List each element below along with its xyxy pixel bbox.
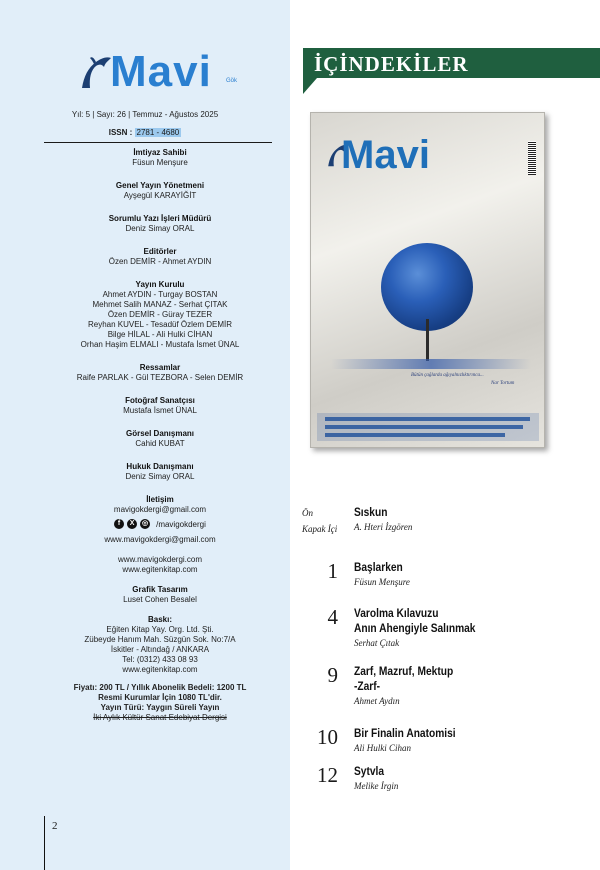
toc-entry-author: Füsun Menşure	[354, 577, 410, 587]
instagram-icon[interactable]: ◎	[142, 520, 149, 527]
water-reflection	[331, 359, 531, 369]
social-row	[30, 519, 290, 529]
toc-entry-author: Ali Hulki Cihan	[354, 743, 411, 753]
divider	[44, 142, 272, 143]
email-block	[30, 535, 290, 545]
credit-name: Mustafa İsmet ÜNAL	[123, 406, 197, 415]
masthead-credits	[30, 148, 290, 723]
page-number-rule	[44, 816, 45, 870]
credit-block	[30, 429, 290, 449]
credit-name: Orhan Haşim ELMALI - Mustafa İsmet ÜNAL	[80, 340, 240, 349]
credit-name: Özen DEMİR - Ahmet AYDIN	[108, 257, 212, 266]
issn-line	[0, 128, 290, 137]
print-line: Eğiten Kitap Yay. Org. Ltd. Şti.	[106, 625, 214, 634]
web-block	[30, 555, 290, 575]
design-name: Luset Cohen Besalel	[123, 595, 197, 604]
x-icon[interactable]: X	[127, 519, 137, 529]
credit-block	[30, 181, 290, 201]
credit-name: Ayşegül KARAYİĞİT	[123, 191, 197, 200]
credit-name: Deniz Simay ORAL	[125, 224, 195, 233]
print-title: Baskı:	[147, 615, 172, 624]
toc-entry-title: Varolma Kılavuzu	[354, 606, 439, 620]
toc-entry-author: A. Hteri İzgören	[354, 522, 413, 532]
issue-line: Yıl: 5 | Sayı: 26 | Temmuz - Ağustos 2025	[71, 110, 219, 119]
barcode	[528, 141, 536, 175]
page-number: 2	[52, 820, 58, 832]
toc-entry-title: Başlarken	[354, 560, 403, 574]
price-block	[30, 683, 290, 723]
credit-block	[30, 280, 290, 350]
credit-title: Yayın Kurulu	[135, 280, 185, 289]
design-block	[30, 585, 290, 605]
logo-subtext: Gök	[226, 78, 238, 84]
toc-entry-title: Zarf, Mazruf, Mektup	[354, 664, 454, 678]
toc-header-tail	[303, 78, 317, 94]
front-cover-label	[302, 505, 337, 537]
publication-frequency-line: İki Aylık Kültür Sanat Edebiyat Dergisi	[93, 713, 227, 722]
social-handle[interactable]: /mavigokdergi	[156, 519, 206, 529]
toc-entry-body	[354, 664, 471, 708]
publication-type-line: Yayın Türü: Yaygın Süreli Yayın	[100, 703, 220, 712]
toc-entry-title: Bir Finalin Anatomisi	[354, 726, 456, 740]
price-line: Fiyatı: 200 TL / Yıllık Abonelik Bedeli: 1200 TL	[73, 683, 247, 692]
credit-name: Füsun Menşure	[132, 158, 188, 167]
toc-entry-page: 1	[327, 559, 338, 583]
cover-band-line	[325, 417, 530, 421]
toc-entry-author: Melike İrgin	[354, 781, 399, 791]
toc-entry-page: 9	[327, 663, 338, 687]
credit-title: Sorumlu Yazı İşleri Müdürü	[108, 214, 212, 223]
toc-title: İÇİNDEKİLER	[314, 52, 469, 76]
masthead-column	[0, 0, 290, 870]
print-line: Tel: (0312) 433 08 93	[122, 655, 198, 664]
toc-entry-title-line2: -Zarf-	[354, 679, 381, 693]
cover-quote: Bütün çağlarda ağıyalnızlıktırınca...	[411, 373, 484, 378]
cover-quote-author: Nar Tortum	[491, 381, 515, 386]
toc-entry-title-line2: Anın Ahengiyle Salınmak	[354, 621, 476, 635]
contact-block	[30, 495, 290, 515]
contact-email[interactable]: mavigokdergi@gmail.com	[113, 505, 207, 514]
tree-trunk	[426, 319, 429, 361]
toc-entry-body	[354, 726, 474, 755]
credit-name: Raife PARLAK - Gül TEZBORA - Selen DEMİR	[76, 373, 244, 382]
toc-entry-author: Serhat Çıtak	[354, 638, 400, 648]
credit-name: Deniz Simay ORAL	[125, 472, 195, 481]
mavi-gok-logo	[78, 46, 248, 100]
credit-title: Editörler	[143, 247, 177, 256]
design-title: Grafik Tasarım	[132, 585, 188, 594]
institution-price-line: Resmi Kurumlar İçin 1080 TL'dir.	[98, 693, 222, 702]
toc-entry-author: Ahmet Aydın	[354, 696, 400, 706]
issn-label: ISSN :	[108, 128, 135, 137]
cover-contents-band	[317, 413, 539, 441]
toc-entry-page: 10	[317, 725, 338, 749]
toc-entry-body	[354, 606, 497, 650]
cover-band-line	[325, 433, 505, 437]
cover-band-line	[325, 425, 523, 429]
credit-title: İmtiyaz Sahibi	[133, 148, 187, 157]
credit-block	[30, 363, 290, 383]
contact-title: İletişim	[146, 495, 174, 504]
print-line: Zübeyde Hanım Mah. Süzgün Sok. No:7/A	[84, 635, 236, 644]
print-block	[30, 615, 290, 675]
credit-block	[30, 148, 290, 168]
issn-value: 2781 - 4680	[136, 128, 180, 137]
toc-entry-title: Sytvla	[354, 764, 385, 778]
logo-text: Mavi	[110, 47, 212, 96]
credit-title: Genel Yayın Yönetmeni	[115, 181, 205, 190]
tree-crown	[381, 243, 473, 331]
credit-name: Mehmet Salih MANAZ - Serhat ÇITAK	[92, 300, 228, 309]
credit-block	[30, 462, 290, 482]
credit-name: Bilge HİLAL - Ali Hulki CİHAN	[107, 330, 213, 339]
credit-title: Hukuk Danışmanı	[126, 462, 194, 471]
toc-entry-page: 12	[317, 763, 338, 787]
credit-title: Fotoğraf Sanatçısı	[125, 396, 195, 405]
credit-title: Ressamlar	[139, 363, 181, 372]
credit-name: Ahmet AYDIN - Turgay BOSTAN	[102, 290, 218, 299]
website-link[interactable]: www.egitenkitap.com	[122, 565, 198, 574]
credit-block	[30, 396, 290, 416]
front-label-1: Ön	[302, 508, 313, 518]
cover-logo-text: Mavi	[341, 133, 430, 177]
credit-name: Cahid KUBAT	[135, 439, 185, 448]
toc-entry-page: 4	[327, 605, 338, 629]
front-label-2: Kapak İçi	[302, 524, 338, 534]
website-link[interactable]: www.mavigokdergi.com	[117, 555, 203, 564]
credit-name: Reyhan KUVEL - Tesadüf Özlem DEMİR	[87, 320, 233, 329]
toc-entry-body	[354, 505, 412, 534]
toc-entry-body	[354, 764, 398, 793]
credit-name: Özen DEMİR - Güray TEZER	[107, 310, 213, 319]
toc-entry-title: Sıskun	[354, 505, 388, 519]
credit-block	[30, 214, 290, 234]
print-line: İskitler - Altındağ / ANKARA	[110, 645, 210, 654]
toc-entry-body	[354, 560, 411, 589]
email-address[interactable]: www.mavigokdergi@gmail.com	[104, 535, 216, 544]
print-line: www.egitenkitap.com	[122, 665, 198, 674]
credit-block	[30, 247, 290, 267]
facebook-icon[interactable]: f	[114, 519, 124, 529]
magazine-cover-image	[310, 112, 545, 448]
credit-title: Görsel Danışmanı	[125, 429, 195, 438]
horse-icon	[78, 52, 114, 92]
